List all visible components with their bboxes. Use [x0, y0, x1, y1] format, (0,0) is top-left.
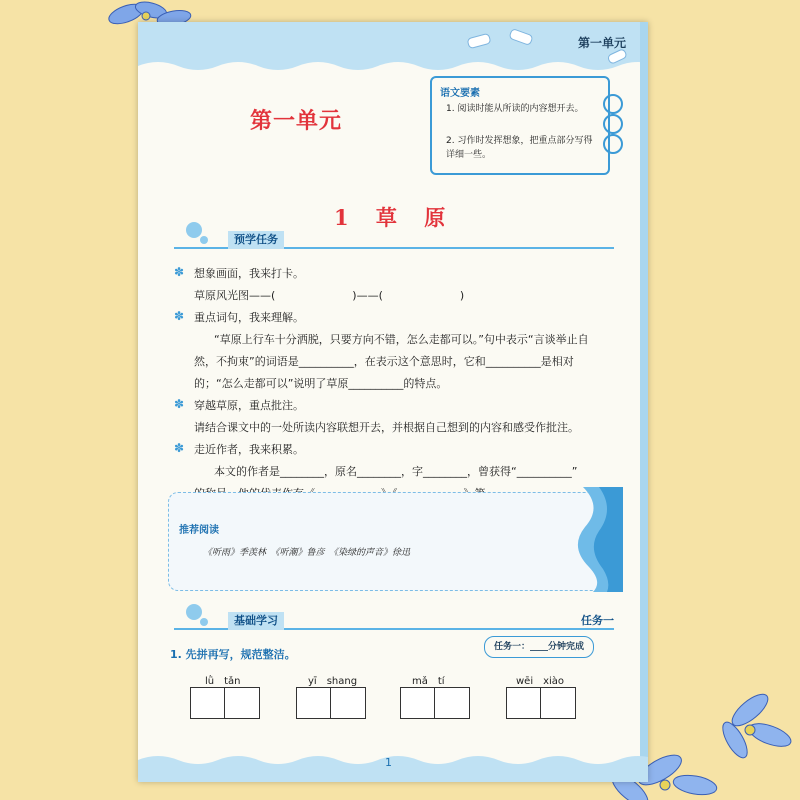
reading-title: 推荐阅读 [179, 525, 219, 536]
pinyin-label: mǎ tí [412, 676, 445, 687]
language-element-item: 1. 阅读时能从所读的内容想开去。 [446, 104, 584, 114]
preview-section-bar [174, 231, 614, 249]
pinyin-label: yī shang [308, 676, 358, 687]
basic-section-bar [174, 612, 614, 630]
preview-line[interactable]: 本文的作者是________，原名________，字________，曾获得“__________” [192, 465, 578, 478]
writing-grid[interactable] [296, 687, 366, 719]
preview-section-label: 预学任务 [228, 231, 284, 249]
lesson-title: 1 草 原 [334, 205, 456, 230]
preview-line[interactable]: 草原风光图——( )——( ) [194, 289, 465, 302]
preview-line[interactable]: 然，不拘束”的词语是__________，在表示这个意思时，它和__________是相对 [194, 355, 574, 368]
binder-rings-icon [593, 92, 633, 162]
basic-section-label: 基础学习 [228, 612, 284, 630]
star-bullet-icon: ✽ [174, 265, 185, 279]
side-stripe [640, 22, 648, 782]
language-elements-box [430, 76, 610, 175]
page-number: 1 [385, 756, 392, 769]
unit-tab: 第一单元 [577, 36, 626, 50]
preview-line: 穿越草原，重点批注。 [194, 399, 304, 412]
writing-grid[interactable] [506, 687, 576, 719]
task-timer[interactable]: 任务一：____分钟完成 [484, 636, 594, 658]
star-bullet-icon: ✽ [174, 441, 185, 455]
writing-grid[interactable] [400, 687, 470, 719]
preview-line: 请结合课文中的一处所读内容联想开去，并根据自己想到的内容和感受作批注。 [194, 421, 579, 434]
unit-title: 第一单元 [250, 108, 343, 134]
question-1: 1. 先拼再写，规范整洁。 [170, 648, 296, 661]
recommended-reading-box [168, 492, 620, 591]
basic-section-task: 任务一 [581, 614, 614, 627]
preview-line[interactable]: 的；“怎么走都可以”说明了草原__________的特点。 [194, 377, 448, 390]
preview-line: “草原上行车十分洒脱，只要方向不错，怎么走都可以。”句中表示“言谈举止自 [192, 333, 589, 346]
pinyin-label: wēi xiào [516, 676, 565, 687]
writing-grid[interactable] [190, 687, 260, 719]
pinyin-label: lǜ tǎn [205, 676, 241, 687]
preview-line: 走近作者，我来积累。 [194, 443, 304, 456]
star-bullet-icon: ✽ [174, 397, 185, 411]
preview-line: 想象画面，我来打卡。 [194, 267, 304, 280]
reading-books: 《听雨》季羡林 《听潮》鲁彦 《染绿的声音》徐迅 [203, 548, 411, 558]
header-band [138, 22, 648, 82]
preview-line: 重点词句，我来理解。 [194, 311, 304, 324]
workbook-page [138, 22, 648, 782]
language-element-item: 2. 习作时发挥想象，把重点部分写得详细一些。 [446, 136, 593, 160]
language-elements-title: 语文要素 [440, 88, 480, 99]
star-bullet-icon: ✽ [174, 309, 185, 323]
footer-wave-icon [138, 750, 648, 782]
wave-decoration-icon [563, 487, 623, 592]
